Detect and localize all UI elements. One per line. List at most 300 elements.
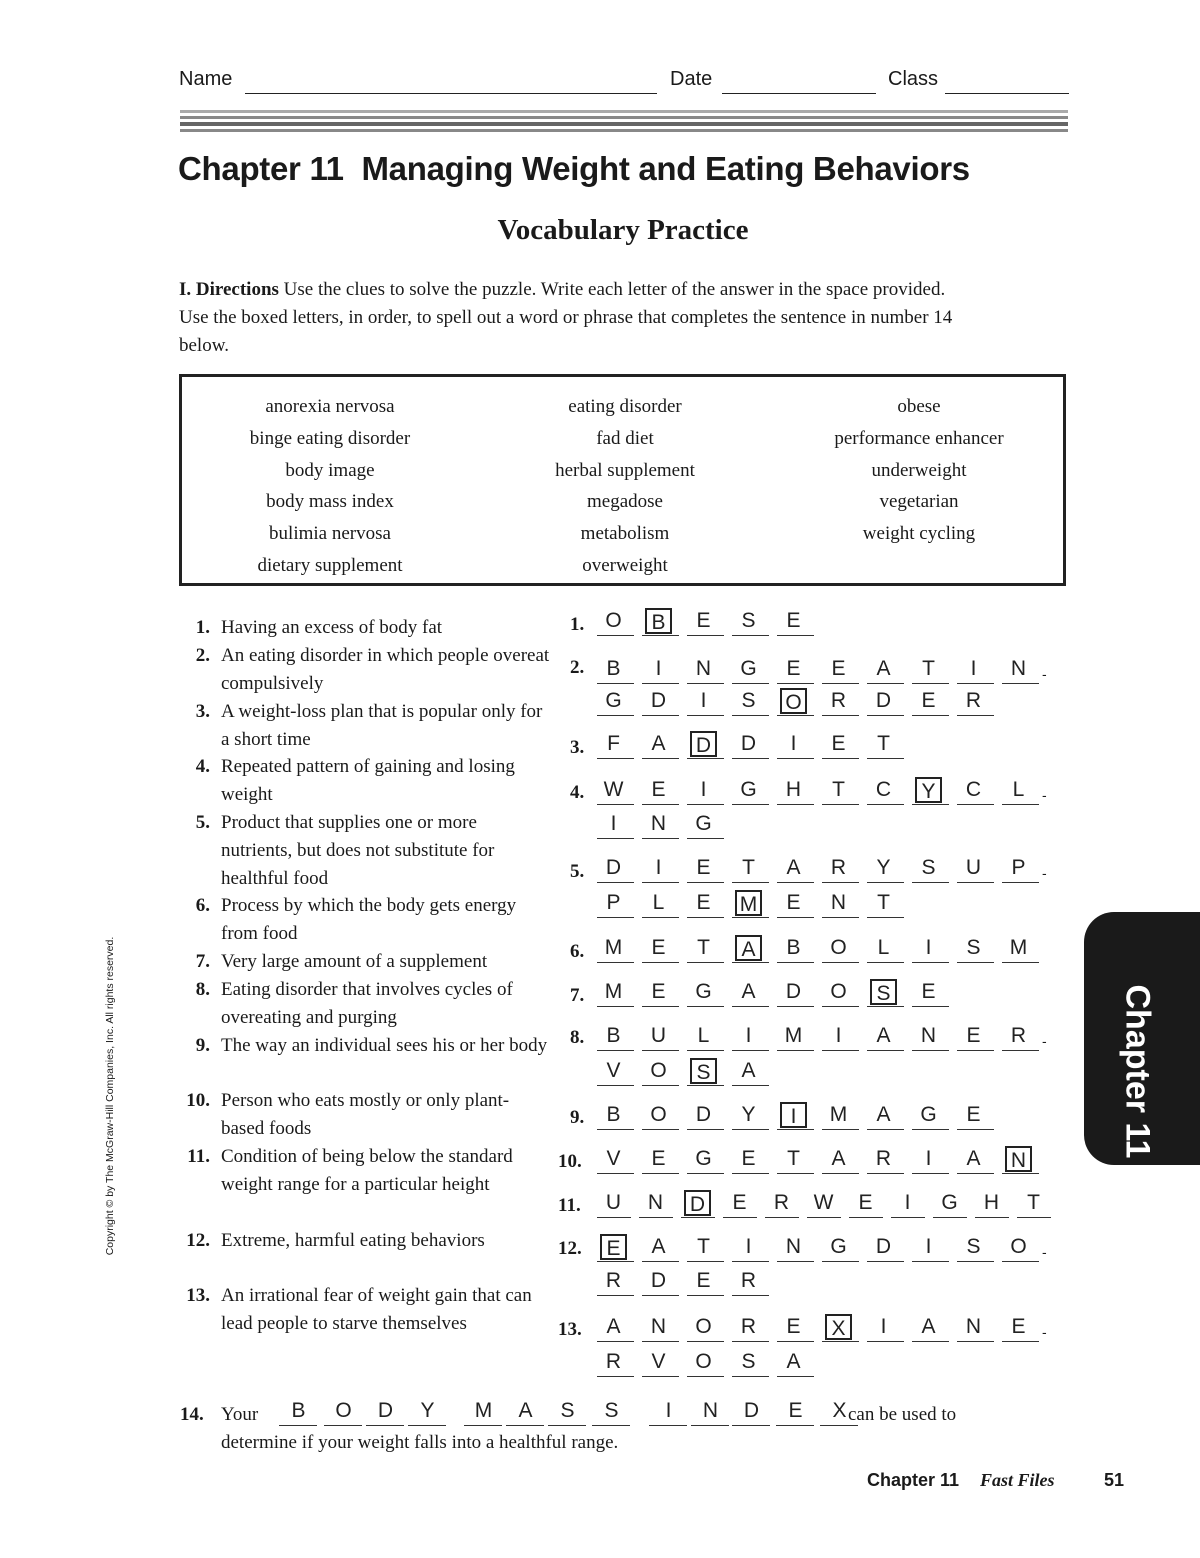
letter-cell[interactable]: E	[696, 609, 711, 632]
letter-cell[interactable]: L	[697, 1024, 710, 1047]
letter-blank	[597, 1376, 634, 1377]
letter-cell[interactable]: E	[786, 891, 801, 914]
letter-cell[interactable]: E	[741, 1147, 756, 1170]
letter-cell[interactable]: A	[876, 1024, 891, 1047]
letter-cell[interactable]: E	[858, 1191, 873, 1214]
letter-blank	[732, 917, 769, 918]
letter-blank	[777, 1050, 814, 1051]
letter-blank	[732, 1376, 769, 1377]
letter-blank	[867, 917, 904, 918]
letter-cell[interactable]: W	[603, 778, 624, 801]
answer-14-letter-cell[interactable]: S	[604, 1399, 619, 1422]
letter-cell[interactable]: E	[651, 1147, 666, 1170]
letter-blank	[912, 1006, 949, 1007]
clue-text: An eating disorder in which people overeat compulsively	[221, 645, 550, 694]
letter-blank	[642, 917, 679, 918]
letter-cell[interactable]: A	[786, 856, 801, 879]
answer-number: 3.	[570, 737, 585, 758]
clue-number: 5.	[195, 812, 210, 833]
letter-blank	[912, 1261, 949, 1262]
letter-blank	[822, 1129, 859, 1130]
letter-cell[interactable]: I	[904, 1191, 911, 1214]
letter-cell[interactable]: A	[741, 1059, 756, 1082]
letter-blank	[681, 1217, 715, 1218]
letter-blank	[957, 1341, 994, 1342]
letter-cell[interactable]: I	[880, 1315, 887, 1338]
letter-blank	[777, 882, 814, 883]
letter-cell[interactable]: E	[696, 891, 711, 914]
hyphen-mark: -	[1042, 1033, 1047, 1049]
letter-cell[interactable]: T	[877, 732, 890, 755]
letter-cell[interactable]: A	[921, 1315, 936, 1338]
letter-cell[interactable]: I	[925, 1235, 932, 1258]
letter-cell[interactable]: D	[650, 1269, 667, 1292]
answer-number: 10.	[558, 1151, 582, 1172]
hyphen-mark: -	[1042, 1324, 1047, 1340]
class-field[interactable]	[945, 93, 1069, 94]
letter-blank	[732, 635, 769, 636]
letter-cell[interactable]: P	[1011, 856, 1026, 879]
letter-cell[interactable]: A	[876, 657, 891, 680]
clue-text: Condition of being below the standard weight range for a particular height	[221, 1146, 513, 1195]
directions-label: I. Directions	[179, 279, 279, 300]
letter-blank	[777, 962, 814, 963]
letter-cell[interactable]: I	[700, 778, 707, 801]
clue-number: 7.	[195, 951, 210, 972]
letter-cell[interactable]: M	[604, 936, 623, 959]
letter-cell[interactable]: G	[605, 689, 622, 712]
letter-blank	[597, 1006, 634, 1007]
word-bank-term: vegetarian	[879, 491, 959, 513]
word-bank-term: metabolism	[580, 523, 670, 545]
letter-cell[interactable]: T	[922, 657, 935, 680]
date-field[interactable]	[722, 93, 876, 94]
letter-cell[interactable]: L	[877, 936, 890, 959]
letter-cell[interactable]: R	[740, 1269, 757, 1292]
letter-cell[interactable]: S	[741, 1350, 756, 1373]
letter-blank	[777, 917, 814, 918]
letter-blank	[597, 1261, 634, 1262]
letter-blank	[687, 758, 724, 759]
letter-blank	[822, 1006, 859, 1007]
letter-cell[interactable]: G	[740, 778, 757, 801]
boxed-letter-cell[interactable]: E	[600, 1234, 627, 1260]
letter-blank	[642, 1050, 679, 1051]
letter-cell[interactable]: M	[604, 980, 623, 1003]
word-bank	[179, 374, 1066, 586]
letter-cell[interactable]: E	[1011, 1315, 1026, 1338]
letter-blank	[912, 882, 949, 883]
letter-cell[interactable]: R	[830, 856, 847, 879]
letter-cell[interactable]: I	[700, 689, 707, 712]
letter-cell[interactable]: M	[829, 1103, 848, 1126]
word-bank-term: underweight	[871, 459, 967, 481]
letter-blank	[687, 1006, 724, 1007]
letter-cell[interactable]: B	[606, 657, 621, 680]
letter-cell[interactable]: M	[784, 1024, 803, 1047]
word-bank-term: overweight	[582, 554, 668, 576]
letter-blank	[687, 683, 724, 684]
letter-cell[interactable]: I	[745, 1024, 752, 1047]
letter-cell[interactable]: R	[965, 689, 982, 712]
letter-cell[interactable]: A	[651, 1235, 666, 1258]
letter-cell[interactable]: I	[610, 812, 617, 835]
letter-cell[interactable]: I	[925, 936, 932, 959]
boxed-letter-cell[interactable]: Y	[915, 777, 942, 803]
letter-cell[interactable]: N	[647, 1191, 664, 1214]
letter-cell[interactable]: E	[732, 1191, 747, 1214]
letter-cell[interactable]: O	[605, 609, 622, 632]
letter-cell[interactable]: T	[787, 1147, 800, 1170]
letter-blank	[642, 715, 679, 716]
letter-cell[interactable]: E	[651, 980, 666, 1003]
letter-cell[interactable]: T	[1027, 1191, 1040, 1214]
letter-cell[interactable]: I	[925, 1147, 932, 1170]
letter-blank	[912, 962, 949, 963]
letter-cell[interactable]: F	[607, 732, 620, 755]
boxed-letter-cell[interactable]: D	[684, 1190, 711, 1216]
boxed-letter-cell[interactable]: X	[825, 1314, 852, 1340]
letter-blank	[687, 1129, 724, 1130]
letter-cell[interactable]: A	[966, 1147, 981, 1170]
letter-cell[interactable]: V	[606, 1059, 621, 1082]
letter-blank	[957, 962, 994, 963]
letter-blank	[777, 1129, 814, 1130]
letter-cell[interactable]: D	[875, 1235, 892, 1258]
letter-cell[interactable]: C	[965, 778, 982, 801]
letter-blank	[867, 1129, 904, 1130]
answer-14-letter-cell[interactable]: O	[335, 1399, 352, 1422]
letter-cell[interactable]: U	[965, 856, 982, 879]
letter-cell[interactable]: O	[830, 936, 847, 959]
clue-text: Eating disorder that involves cycles of overeating and purging	[221, 979, 513, 1028]
letter-cell[interactable]: V	[606, 1147, 621, 1170]
letter-cell[interactable]: B	[606, 1103, 621, 1126]
answer-number: 9.	[570, 1107, 585, 1128]
answer-number: 1.	[570, 614, 585, 635]
letter-blank	[957, 715, 994, 716]
letter-blank	[597, 635, 634, 636]
answer-14-letter-cell[interactable]: M	[474, 1399, 493, 1422]
letter-cell[interactable]: C	[875, 778, 892, 801]
letter-blank	[777, 635, 814, 636]
directions	[179, 276, 969, 360]
letter-cell[interactable]: N	[650, 1315, 667, 1338]
letter-cell[interactable]: O	[830, 980, 847, 1003]
letter-blank	[1002, 962, 1039, 963]
clue-number: 3.	[195, 701, 210, 722]
letter-blank	[687, 1376, 724, 1377]
letter-cell[interactable]: I	[970, 657, 977, 680]
answer-14-letter-cell[interactable]: D	[377, 1399, 394, 1422]
answer-14-letter-cell[interactable]: N	[702, 1399, 719, 1422]
boxed-letter-cell[interactable]: O	[780, 688, 807, 714]
letter-cell[interactable]: D	[605, 856, 622, 879]
letter-cell[interactable]: E	[696, 1269, 711, 1292]
letter-cell[interactable]: U	[650, 1024, 667, 1047]
letter-cell[interactable]: E	[786, 1315, 801, 1338]
letter-cell[interactable]: I	[790, 732, 797, 755]
answer-14-blank	[408, 1425, 446, 1426]
decorative-bars	[180, 110, 1068, 136]
letter-blank	[732, 1173, 769, 1174]
answer-14-blank	[548, 1425, 586, 1426]
letter-blank	[642, 683, 679, 684]
boxed-letter-cell[interactable]: I	[780, 1102, 807, 1128]
letter-cell[interactable]: S	[741, 689, 756, 712]
letter-cell[interactable]: G	[740, 657, 757, 680]
letter-cell[interactable]: Y	[876, 856, 891, 879]
letter-cell[interactable]: I	[835, 1024, 842, 1047]
letter-blank	[732, 882, 769, 883]
letter-cell[interactable]: B	[786, 936, 801, 959]
letter-cell[interactable]: H	[983, 1191, 1000, 1214]
word-bank-term: body mass index	[266, 491, 394, 513]
letter-blank	[732, 758, 769, 759]
letter-cell[interactable]: R	[830, 689, 847, 712]
answer-number: 13.	[558, 1319, 582, 1340]
boxed-letter-cell[interactable]: A	[735, 935, 762, 961]
word-bank-column-1	[182, 391, 478, 582]
letter-cell[interactable]: R	[605, 1350, 622, 1373]
letter-cell[interactable]: I	[655, 856, 662, 879]
letter-cell[interactable]: A	[606, 1315, 621, 1338]
answer-14-letter-cell[interactable]: E	[788, 1399, 803, 1422]
letter-cell[interactable]: B	[606, 1024, 621, 1047]
boxed-letter-cell[interactable]: N	[1005, 1146, 1032, 1172]
letter-cell[interactable]: R	[773, 1191, 790, 1214]
letter-cell[interactable]: D	[875, 689, 892, 712]
letter-cell[interactable]: R	[1010, 1024, 1027, 1047]
letter-blank	[1002, 804, 1039, 805]
answer-14-letter-cell[interactable]: S	[560, 1399, 575, 1422]
letter-cell[interactable]: D	[695, 1103, 712, 1126]
letter-cell[interactable]: S	[966, 936, 981, 959]
boxed-letter-cell[interactable]: M	[735, 890, 762, 916]
letter-cell[interactable]: O	[695, 1350, 712, 1373]
letter-cell[interactable]: U	[605, 1191, 622, 1214]
word-bank-term: anorexia nervosa	[265, 396, 395, 417]
letter-cell[interactable]: A	[651, 732, 666, 755]
hyphen-mark: -	[1042, 666, 1047, 682]
letter-blank	[687, 1341, 724, 1342]
answer-number: 11.	[558, 1195, 581, 1216]
letter-cell[interactable]: O	[1010, 1235, 1027, 1258]
letter-blank	[975, 1217, 1009, 1218]
name-field[interactable]	[245, 93, 657, 94]
answer-14-blank	[732, 1425, 770, 1426]
boxed-letter-cell[interactable]: S	[690, 1058, 717, 1084]
letter-cell[interactable]: T	[832, 778, 845, 801]
letter-cell[interactable]: N	[695, 657, 712, 680]
letter-blank	[867, 758, 904, 759]
answer-14-blank	[506, 1425, 544, 1426]
letter-blank	[642, 1006, 679, 1007]
letter-cell[interactable]: P	[606, 891, 621, 914]
letter-blank	[822, 917, 859, 918]
letter-cell[interactable]: R	[875, 1147, 892, 1170]
letter-cell[interactable]: V	[651, 1350, 666, 1373]
answer-number: 4.	[570, 782, 585, 803]
letter-blank	[597, 882, 634, 883]
answer-number: 2.	[570, 657, 585, 678]
letter-cell[interactable]: R	[740, 1315, 757, 1338]
answer-14-letter-cell[interactable]: X	[832, 1399, 847, 1422]
letter-cell[interactable]: A	[876, 1103, 891, 1126]
question-14-lead-text: Your	[221, 1404, 259, 1425]
clue-text: Very large amount of a supplement	[221, 951, 488, 972]
answer-14-letter-cell[interactable]: B	[291, 1399, 306, 1422]
letter-cell[interactable]: T	[697, 1235, 710, 1258]
letter-blank	[597, 1217, 631, 1218]
letter-blank	[867, 882, 904, 883]
letter-cell[interactable]: E	[831, 732, 846, 755]
letter-cell[interactable]: T	[877, 891, 890, 914]
letter-cell[interactable]: S	[741, 609, 756, 632]
answer-number: 6.	[570, 941, 585, 962]
letter-cell[interactable]: O	[695, 1315, 712, 1338]
letter-blank	[597, 715, 634, 716]
answer-number: 7.	[570, 985, 585, 1006]
footer-book: Fast Files	[980, 1470, 1055, 1490]
clue-number: 11.	[187, 1146, 210, 1167]
boxed-letter-cell[interactable]: D	[690, 731, 717, 757]
letter-cell[interactable]: G	[695, 1147, 712, 1170]
letter-cell[interactable]: E	[651, 778, 666, 801]
letter-blank	[642, 1173, 679, 1174]
letter-cell[interactable]: N	[650, 812, 667, 835]
question-14-number: 14.	[180, 1404, 204, 1425]
word-bank-term: eating disorder	[568, 396, 682, 417]
letter-blank	[687, 1173, 724, 1174]
answer-14-blank	[691, 1425, 729, 1426]
clue-number: 6.	[195, 895, 210, 916]
letter-cell[interactable]: G	[920, 1103, 937, 1126]
clue-text: An irrational fear of weight gain that can lead people to starve themselves	[221, 1285, 532, 1334]
letter-blank	[912, 1129, 949, 1130]
letter-cell[interactable]: M	[1009, 936, 1028, 959]
letter-cell[interactable]: O	[650, 1059, 667, 1082]
letter-cell[interactable]: S	[921, 856, 936, 879]
letter-blank	[642, 1129, 679, 1130]
word-bank-term: binge eating disorder	[249, 427, 411, 449]
letter-blank	[642, 1295, 679, 1296]
letter-blank	[1002, 1050, 1039, 1051]
letter-blank	[822, 715, 859, 716]
letter-cell[interactable]: A	[831, 1147, 846, 1170]
letter-cell[interactable]: G	[695, 980, 712, 1003]
word-bank-term: body image	[285, 459, 375, 481]
chapter-side-tab-label: Chapter 11	[1118, 984, 1157, 1159]
letter-cell[interactable]: L	[1012, 778, 1025, 801]
page-subtitle: Vocabulary Practice	[497, 214, 749, 246]
answer-number: 5.	[570, 861, 585, 882]
letter-blank	[867, 1261, 904, 1262]
letter-cell[interactable]: N	[830, 891, 847, 914]
letter-blank	[957, 1173, 994, 1174]
letter-cell[interactable]: E	[651, 936, 666, 959]
letter-cell[interactable]: O	[650, 1103, 667, 1126]
letter-cell[interactable]: E	[786, 657, 801, 680]
letter-cell[interactable]: N	[1010, 657, 1027, 680]
letter-cell[interactable]: N	[965, 1315, 982, 1338]
word-bank-term: herbal supplement	[555, 459, 695, 481]
boxed-letter-cell[interactable]: B	[645, 608, 672, 634]
letter-cell[interactable]: T	[742, 856, 755, 879]
letter-blank	[822, 962, 859, 963]
answer-14-letter-cell[interactable]: I	[665, 1399, 672, 1422]
boxed-letter-cell[interactable]: S	[870, 979, 897, 1005]
letter-cell[interactable]: D	[740, 732, 757, 755]
letter-cell[interactable]: A	[786, 1350, 801, 1373]
letter-cell[interactable]: W	[813, 1191, 834, 1214]
letter-cell[interactable]: G	[830, 1235, 847, 1258]
answer-14-blank	[464, 1425, 502, 1426]
letter-blank	[912, 1341, 949, 1342]
letter-cell[interactable]: E	[831, 657, 846, 680]
letter-blank	[642, 758, 679, 759]
letter-cell[interactable]: I	[745, 1235, 752, 1258]
letter-cell[interactable]: E	[966, 1103, 981, 1126]
letter-cell[interactable]: G	[941, 1191, 958, 1214]
letter-cell[interactable]: G	[695, 812, 712, 835]
word-bank-term: performance enhancer	[834, 427, 1004, 449]
letter-cell[interactable]: S	[966, 1235, 981, 1258]
letter-cell[interactable]: E	[786, 609, 801, 632]
clue-number: 8.	[195, 979, 210, 1000]
letter-blank	[687, 962, 724, 963]
letter-cell[interactable]: N	[785, 1235, 802, 1258]
letter-blank	[642, 1085, 679, 1086]
letter-cell[interactable]: D	[785, 980, 802, 1003]
answer-14-letter-cell[interactable]: Y	[420, 1399, 435, 1422]
letter-cell[interactable]: L	[652, 891, 665, 914]
question-14-line-2: determine if your weight falls into a healthful range.	[221, 1432, 619, 1453]
letter-blank	[891, 1217, 925, 1218]
clue-number: 1.	[195, 617, 210, 638]
answer-14-letter-cell[interactable]: A	[518, 1399, 533, 1422]
letter-cell[interactable]: I	[655, 657, 662, 680]
letter-blank	[687, 1295, 724, 1296]
answer-14-letter-cell[interactable]: D	[743, 1399, 760, 1422]
clue-text: Having an excess of body fat	[221, 617, 443, 638]
letter-cell[interactable]: E	[921, 980, 936, 1003]
letter-cell[interactable]: T	[697, 936, 710, 959]
letter-blank	[687, 838, 724, 839]
letter-blank	[687, 635, 724, 636]
letter-cell[interactable]: N	[920, 1024, 937, 1047]
word-bank-term: obese	[897, 396, 941, 417]
letter-blank	[957, 804, 994, 805]
word-bank-column-3	[772, 391, 1066, 550]
letter-blank	[732, 1050, 769, 1051]
letter-blank	[642, 1341, 679, 1342]
letter-cell[interactable]: E	[966, 1024, 981, 1047]
letter-blank	[687, 1050, 724, 1051]
letter-cell[interactable]: D	[650, 689, 667, 712]
letter-cell[interactable]: E	[921, 689, 936, 712]
letter-cell[interactable]: Y	[741, 1103, 756, 1126]
letter-blank	[957, 882, 994, 883]
letter-cell[interactable]: A	[741, 980, 756, 1003]
letter-cell[interactable]: R	[605, 1269, 622, 1292]
letter-blank	[597, 917, 634, 918]
answer-14-blank	[592, 1425, 630, 1426]
letter-cell[interactable]: E	[696, 856, 711, 879]
letter-blank	[912, 1173, 949, 1174]
letter-blank	[642, 962, 679, 963]
letter-cell[interactable]: H	[785, 778, 802, 801]
